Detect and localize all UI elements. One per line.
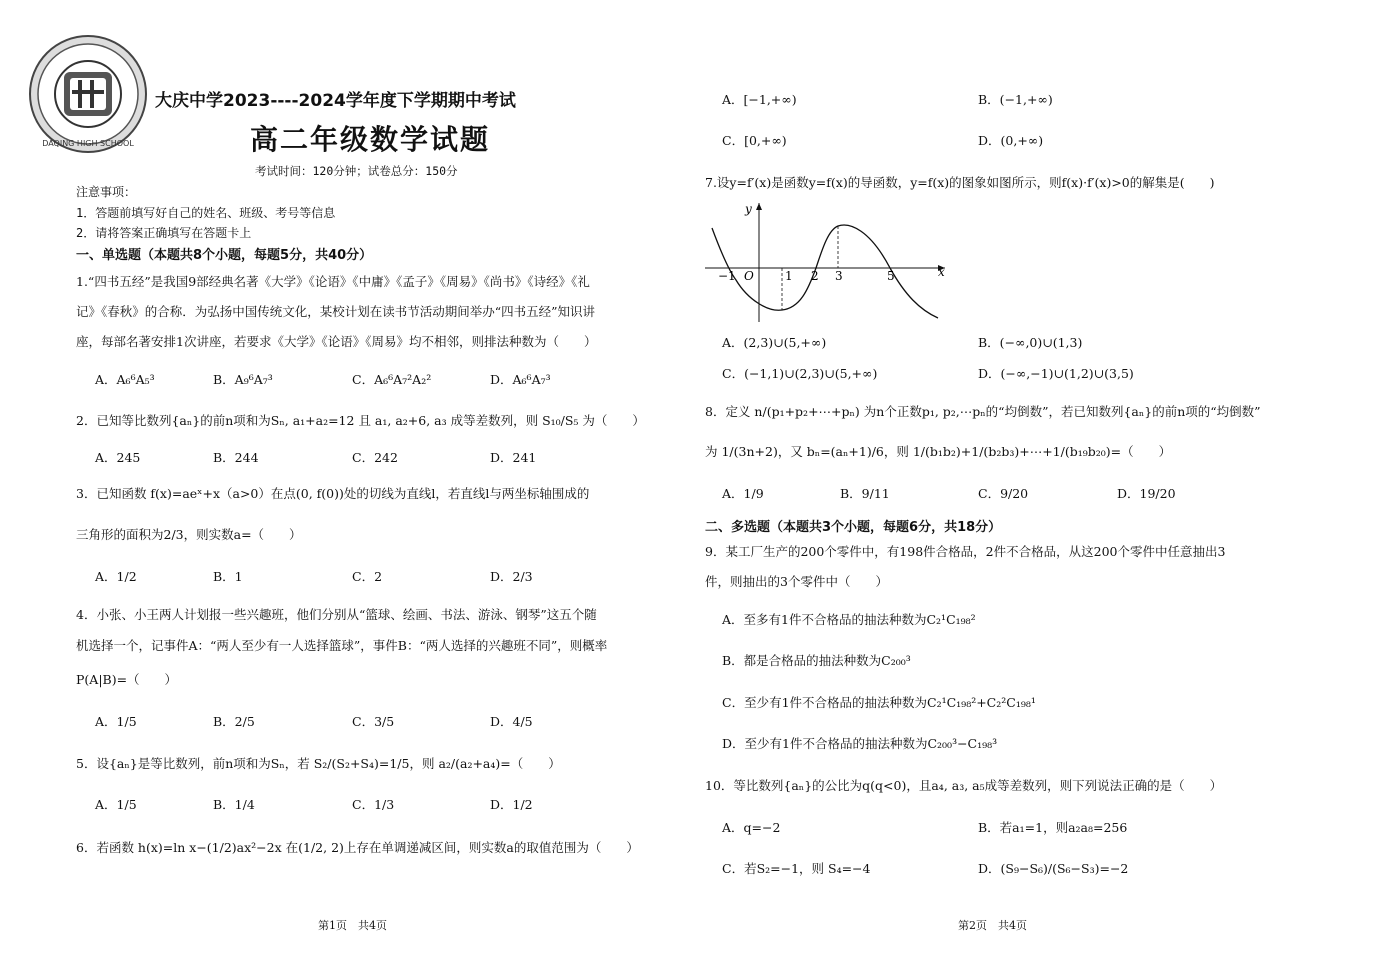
q8-option-b: B．9/11	[840, 486, 890, 501]
exam-title: 大庆中学2023----2024学年度下学期期中考试	[155, 91, 516, 111]
q5-text: 5．设{aₙ}是等比数列，前n项和为Sₙ，若 S₂/(S₂+S₄)=1/5，则 a₂/(a₂+a₄)=（ ）	[76, 756, 561, 771]
q7-option-c: C．(−1,1)∪(2,3)∪(5,+∞)	[722, 366, 878, 381]
q9-option-d: D．至少有1件不合格品的抽法种数为C₂₀₀³−C₁₉₈³	[722, 736, 998, 751]
q10-option-b: B．若a₁=1，则a₂a₈=256	[978, 820, 1128, 835]
y-axis-label: y	[745, 202, 752, 216]
q1-option-b: B．A₉⁶A₇³	[213, 372, 273, 387]
q6-option-d: D．(0,+∞)	[978, 133, 1044, 148]
q5-option-b: B．1/4	[213, 797, 255, 812]
q10-text: 10．等比数列{aₙ}的公比为q(q<0)，且a₄, a₃, a₅成等差数列，则下列说法正确的是（ ）	[705, 778, 1223, 793]
q3-option-a: A．1/2	[95, 569, 137, 584]
school-logo	[28, 34, 148, 154]
q5-option-a: A．1/5	[95, 797, 137, 812]
q4-option-a: A．1/5	[95, 714, 137, 729]
origin-label: O	[744, 269, 754, 283]
q2-option-d: D．241	[490, 450, 537, 465]
page-number-2: 第2页 共4页	[958, 919, 1027, 932]
q6-option-b: B．(−1,+∞)	[978, 92, 1053, 107]
q8-option-d: D．19/20	[1117, 486, 1176, 501]
exam-info: 考试时间：120分钟；试卷总分：150分	[255, 164, 458, 178]
tick-label: 1	[785, 269, 793, 283]
q1-option-d: D．A₆⁶A₇³	[490, 372, 551, 387]
q2-option-a: A．245	[95, 450, 141, 465]
q4-option-d: D．4/5	[490, 714, 533, 729]
page-number-1: 第1页 共4页	[318, 919, 387, 932]
paper-title: 高二年级数学试题	[250, 123, 491, 156]
q4-text: P(A|B)=（ ）	[76, 672, 178, 687]
q2-option-b: B．244	[213, 450, 259, 465]
section-heading-multi: 二、多选题（本题共3个小题，每题6分，共18分）	[705, 520, 1002, 535]
q7-function-graph	[700, 200, 950, 325]
q3-option-c: C．2	[352, 569, 383, 584]
q9-text: 9．某工厂生产的200个零件中，有198件合格品，2件不合格品，从这200个零件中任意抽出3	[705, 544, 1226, 559]
q2-text: 2．已知等比数列{aₙ}的前n项和为Sₙ, a₁+a₂=12 且 a₁, a₂+6, a₃ 成等差数列，则 S₁₀/S₅ 为（ ）	[76, 413, 645, 428]
q4-option-c: C．3/5	[352, 714, 395, 729]
q7-option-b: B．(−∞,0)∪(1,3)	[978, 335, 1083, 350]
q3-text: 三角形的面积为2/3，则实数a=（ ）	[76, 527, 302, 542]
q6-option-c: C．[0,+∞)	[722, 133, 787, 148]
q9-option-c: C．至少有1件不合格品的抽法种数为C₂¹C₁₉₈²+C₂²C₁₉₈¹	[722, 695, 1036, 710]
q10-option-d: D．(S₉−S₆)/(S₆−S₃)=−2	[978, 861, 1129, 876]
note-item: 2．请将答案正确填写在答题卡上	[76, 226, 252, 240]
tick-label: 3	[835, 269, 843, 283]
q4-text: 机选择一个，记事件A：“两人至少有一人选择篮球”，事件B：“两人选择的兴趣班不同”，则概率	[76, 638, 608, 653]
tick-label: 2	[811, 269, 819, 283]
q10-option-c: C．若S₂=−1，则 S₄=−4	[722, 861, 871, 876]
q1-option-a: A．A₆⁶A₅³	[95, 372, 155, 387]
q9-option-a: A．至多有1件不合格品的抽法种数为C₂¹C₁₉₈²	[722, 612, 976, 627]
tick-label: −1	[718, 269, 736, 283]
section-heading-single: 一、单选题（本题共8个小题，每题5分，共40分）	[76, 248, 373, 263]
notes-heading: 注意事项：	[76, 185, 137, 199]
q7-option-d: D．(−∞,−1)∪(1,2)∪(3,5)	[978, 366, 1134, 381]
logo-text: DAQING HIGH SCHOOL	[42, 139, 134, 148]
q4-option-b: B．2/5	[213, 714, 255, 729]
q7-option-a: A．(2,3)∪(5,+∞)	[722, 335, 827, 350]
q1-option-c: C．A₆⁶A₇²A₂²	[352, 372, 432, 387]
q3-option-b: B．1	[213, 569, 243, 584]
q6-option-a: A．[−1,+∞)	[722, 92, 797, 107]
q1-text: 记》《春秋》的合称．为弘扬中国传统文化，某校计划在读书节活动期间举办“四书五经”知识讲	[76, 304, 596, 319]
q10-option-a: A．q=−2	[722, 820, 781, 835]
q1-text: 1.“四书五经”是我国9部经典名著《大学》《论语》《中庸》《孟子》《周易》《尚书》《诗经》《礼	[76, 274, 590, 289]
q1-text: 座，每部名著安排1次讲座，若要求《大学》《论语》《周易》均不相邻，则排法种数为（ ）	[76, 334, 597, 349]
q8-option-a: A．1/9	[722, 486, 764, 501]
q3-text: 3．已知函数 f(x)=aeˣ+x（a>0）在点(0, f(0))处的切线为直线l，若直线l与两坐标轴围成的	[76, 486, 590, 501]
q8-option-c: C．9/20	[978, 486, 1029, 501]
q4-text: 4．小张、小王两人计划报一些兴趣班，他们分别从“篮球、绘画、书法、游泳、钢琴”这五个随	[76, 607, 597, 622]
q8-text: 为 1/(3n+2)，又 bₙ=(aₙ+1)/6，则 1/(b₁b₂)+1/(b₂b₃)+⋯+1/(b₁₉b₂₀)=（ ）	[705, 444, 1172, 459]
q9-text: 件，则抽出的3个零件中（ ）	[705, 574, 888, 589]
q7-text: 7.设y=f′(x)是函数y=f(x)的导函数，y=f(x)的图象如图所示，则f(x)·f′(x)>0的解集是( )	[705, 175, 1215, 190]
note-item: 1．答题前填写好自己的姓名、班级、考号等信息	[76, 206, 336, 220]
q3-option-d: D．2/3	[490, 569, 533, 584]
tick-label: 5	[887, 269, 895, 283]
q6-text: 6．若函数 h(x)=ln x−(1/2)ax²−2x 在(1/2, 2)上存在单调递减区间，则实数a的取值范围为（ ）	[76, 840, 639, 855]
q5-option-d: D．1/2	[490, 797, 533, 812]
q9-option-b: B．都是合格品的抽法种数为C₂₀₀³	[722, 653, 911, 668]
q8-text: 8．定义 n/(p₁+p₂+⋯+pₙ) 为n个正数p₁, p₂,⋯pₙ的“均倒数”，若已知数列{aₙ}的前n项的“均倒数”	[705, 404, 1261, 419]
x-axis-label: x	[938, 265, 945, 279]
q5-option-c: C．1/3	[352, 797, 395, 812]
q2-option-c: C．242	[352, 450, 398, 465]
